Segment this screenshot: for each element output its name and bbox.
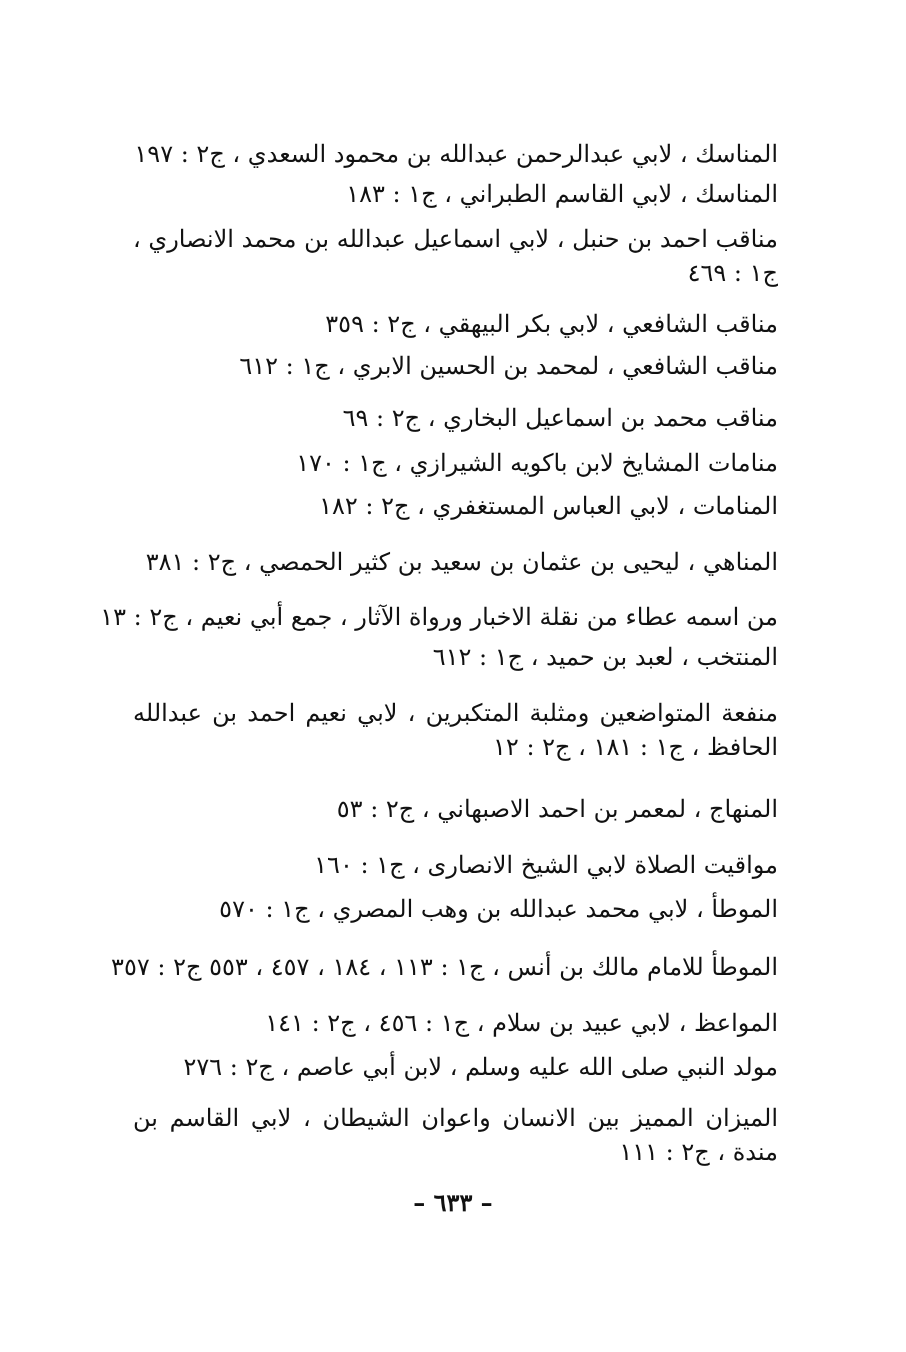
index-entry: منامات المشايخ لابن باكويه الشيرازي ، ج١ : ١٧٠ [296,449,778,477]
index-entry: المنتخب ، لعبد بن حميد ، ج١ : ٦١٢ [432,643,778,671]
index-entry: المناسك ، لابي القاسم الطبراني ، ج١ : ١٨٣ [346,180,778,208]
index-entry: مناقب الشافعي ، لمحمد بن الحسين الابري ، ج١ : ٦١٢ [239,352,778,380]
index-entry: المناهي ، ليحيى بن عثمان بن سعيد بن كثير الحمصي ، ج٢ : ٣٨١ [145,548,778,576]
index-entry: مواقيت الصلاة لابي الشيخ الانصارى ، ج١ : ١٦٠ [314,851,778,879]
index-entry: المواعظ ، لابي عبيد بن سلام ، ج١ : ٤٥٦ ، ج٢ : ١٤١ [265,1009,778,1037]
index-entry: مولد النبي صلى الله عليه وسلم ، لابن أبي عاصم ، ج٢ : ٢٧٦ [183,1053,778,1081]
index-entry: الموطأ ، لابي محمد عبدالله بن وهب المصري ، ج١ : ٥٧٠ [219,895,778,923]
index-entry: منفعة المتواضعين ومثلبة المتكبرين ، لابي نعيم احمد بن عبدالله الحافظ ، ج١ : ١٨١ ، ج٢ : ١٢ [133,699,778,761]
index-entry: المنهاج ، لمعمر بن احمد الاصبهاني ، ج٢ : ٥٣ [336,795,778,823]
page-number: – ٦٣٣ – [413,1188,493,1217]
index-entry: مناقب الشافعي ، لابي بكر البيهقي ، ج٢ : ٣٥٩ [325,310,778,338]
index-entry: الميزان المميز بين الانسان واعوان الشيطان ، لابي القاسم بن مندة ، ج٢ : ١١١ [133,1104,778,1166]
index-entry: الموطأ للامام مالك بن أنس ، ج١ : ١١٣ ، ١٨٤ ، ٤٥٧ ، ٥٥٣ ج٢ : ٣٥٧ [111,953,778,981]
index-entry: المنامات ، لابي العباس المستغفري ، ج٢ : ١٨٢ [319,492,778,520]
index-entry: من اسمه عطاء من نقلة الاخبار ورواة الآثار ، جمع أبي نعيم ، ج٢ : ١٣ [100,603,778,631]
index-entry: المناسك ، لابي عبدالرحمن عبدالله بن محمود السعدي ، ج٢ : ١٩٧ [134,140,778,168]
index-entry: مناقب محمد بن اسماعيل البخاري ، ج٢ : ٦٩ [342,404,778,432]
index-entry: مناقب احمد بن حنبل ، لابي اسماعيل عبدالله بن محمد الانصاري ، ج١ : ٤٦٩ [133,225,778,287]
